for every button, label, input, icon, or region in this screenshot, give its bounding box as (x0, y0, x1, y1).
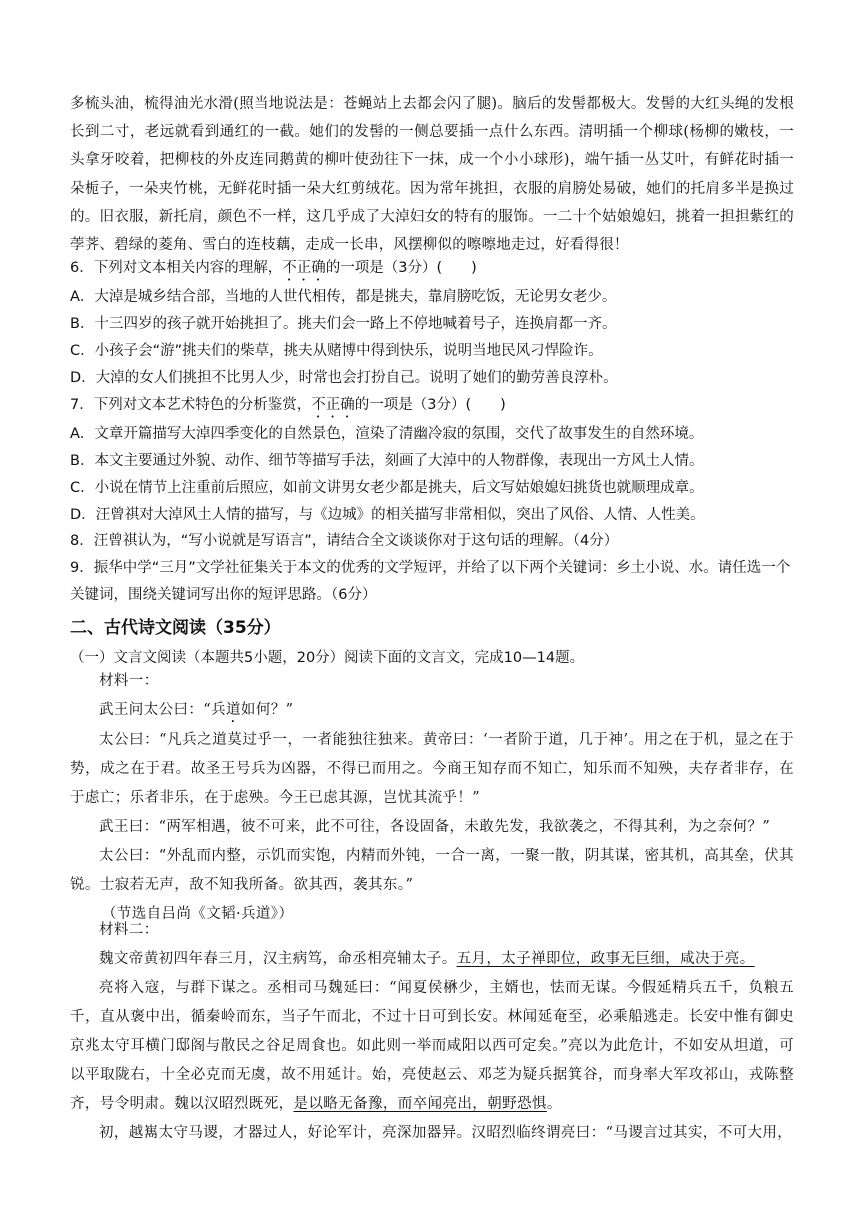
material-two-paragraph-3: 初，越嶲太守马谡，才器过人，好论军计，亮深加器异。汉昭烈临终谓亮曰：“马谡言过其实，不可大用， (99, 1125, 793, 1141)
question-6-option-c: C．小孩子会“游”挑夫们的柴草，挑夫从赌博中得到快乐，说明当地民风刁悍险诈。 (70, 343, 603, 359)
question-9 (70, 555, 794, 609)
question-6 (70, 255, 794, 392)
question-7-stem (70, 392, 794, 421)
question-8-stem: 8．汪曾祺认为，“写小说就是写语言”，请结合全文谈谈你对于这句话的理解。（4分） (70, 533, 619, 549)
material-two (70, 916, 794, 1148)
question-6-option-d: D．大淖的女人们挑担不比男人少，时常也会打扮自己。说明了她们的勤劳善良淳朴。 (70, 370, 618, 386)
material-one-source: （节选自吕尚《文韬·兵道》） (101, 906, 294, 922)
passage-paragraph: 多梳头油，梳得油光水滑(照当地说法是：苍蝇站上去都会闪了腿)。脑后的发髻都极大。发髻的大红头绳的发根长到二寸，老远就看到通红的一截。她们的发髻的一侧总要插一点什么东西。清明插一个柳球(杨柳的嫩枝，一头拿牙咬着，把柳枝的外皮连同鹅黄的柳叶使劲往下一抹，成一个小小球形)，端午插一丛艾叶，有鲜花时插一朵栀子，一朵夹竹桃，无鲜花时插一朵大红剪绒花。因为常年挑担，衣服的肩膀处易破，她们的托肩多半是换过的。旧衣服，新托肩，颜色不一样，这几乎成了大淖妇女的特有的服饰。一二十个姑娘媳妇，挑着一担担紫红的荸荠、碧绿的菱角、雪白的连枝藕，走成一长串，风摆柳似的嚓嚓地走过，好看得很！ (70, 96, 794, 254)
material-two-p2-post: 。 (546, 1096, 562, 1112)
material-one-paragraph-4: 太公曰：“外乱而内整，示饥而实饱，内精而外钝，一合一离，一聚一散，阴其谋，密其机，高其垒，伏其锐。士寂若无声，敌不知我所备。欲其西，袭其东。” (70, 848, 794, 893)
material-one (70, 667, 794, 929)
question-6-emphasis: 不正确 (282, 260, 326, 276)
material-one-paragraph-2: 太公曰：“凡兵之道莫过乎一，一者能独往独来。黄帝曰：‘一者阶于道，几于神’。用之在于机，显之在于势，成之在于君。故圣王号兵为凶器，不得已而用之。今商王知存而不知亡，知乐而不知殃，夫存者非存，在于虑亡；乐者非乐，在于虑殃。今王已虑其源，岂忧其流乎！” (70, 732, 794, 806)
question-8 (70, 528, 794, 555)
material-one-p1-pre: 武王问太公曰：“兵 (99, 702, 227, 718)
material-two-p1-underlined: 五月，太子禅即位，政事无巨细，咸决于亮。 (456, 951, 755, 967)
material-two-p1-pre: 魏文帝黄初四年春三月，汉主病笃，命丞相亮辅太子。 (99, 951, 457, 967)
question-6-stem-pre: 6．下列对文本相关内容的理解， (70, 260, 283, 276)
material-one-p1-post: 如何？” (240, 702, 294, 718)
question-7 (70, 392, 794, 529)
question-6-stem (70, 255, 794, 284)
question-6-option-b: B．十三四岁的孩子就开始挑担了。挑夫们会一路上不停地喊着号子，连换肩都一齐。 (70, 316, 617, 332)
section-title: 二、古代诗文阅读（35分） (70, 618, 281, 638)
material-two-paragraph-1 (70, 945, 794, 974)
question-7-stem-post: 的一项是（3分）( ) (354, 397, 506, 413)
question-7-stem-pre: 7．下列对文本艺术特色的分析鉴赏， (70, 397, 312, 413)
material-one-p1-emphasis: 道 (226, 702, 241, 718)
question-7-option-b: B．本文主要通过外貌、动作、细节等描写手法，刻画了大淖中的人物群像，表现出一方风土人情。 (70, 453, 704, 469)
material-two-p2-underlined: 是以略无备豫，而卒闻亮出，朝野恐惧 (293, 1096, 547, 1112)
question-9-stem: 9．振华中学“三月”文学社征集关于本文的优秀的文学短评，并给了以下两个关键词：乡土小说、水。请任选一个关键词，围绕关键词写出你的短评思路。（6分） (70, 560, 791, 603)
section-subtitle: （一）文言文阅读（本题共5小题，20分）阅读下面的文言文，完成10—14题。 (70, 650, 585, 666)
question-6-stem-post: 的一项是（3分）( ) (325, 260, 477, 276)
material-two-label: 材料二： (99, 922, 159, 938)
question-7-option-a: A．文章开篇描写大淖四季变化的自然景色，渲染了清幽冷寂的氛围，交代了故事发生的自然环境。 (70, 426, 704, 442)
question-7-option-d: D．汪曾祺对大淖风土人情的描写，与《边城》的相关描写非常相似，突出了风俗、人情、人性美。 (70, 507, 705, 523)
material-two-paragraph-2 (70, 974, 794, 1119)
question-7-emphasis: 不正确 (311, 397, 355, 413)
material-one-paragraph-1 (70, 696, 794, 726)
passage-continuation (70, 90, 794, 259)
question-7-option-c: C．小说在情节上注重前后照应，如前文讲男女老少都是挑夫，后文写姑娘媳妇挑货也就顺理成章。 (70, 480, 704, 496)
material-one-paragraph-3: 武王曰：“两军相遇，彼不可来，此不可往，各设固备，未敢先发，我欲袭之，不得其利，为之奈何？” (99, 819, 771, 835)
material-one-label: 材料一： (99, 673, 159, 689)
section-2 (70, 613, 794, 673)
material-two-p2-pre: 亮将入寇，与群下谋之。丞相司马魏延曰：“闻夏侯楙少，主婿也，怯而无谋。今假延精兵五千，负粮五千，直从褒中出，循秦岭而东，当子午而北，不过十日可到长安。林闻延奄至，必乘船逃走。长安中惟有御史京兆太守耳横门邸阁与散民之谷足周食也。如此则一举而咸阳以西可定矣。”亮以为此危计，不如安从坦道，可以平取陇右，十全必克而无虞，故不用延计。始，亮使赵云、邓芝为疑兵据箕谷，而身率大军攻祁山，戎陈整齐，号令明肃。魏以汉昭烈既死， (70, 980, 794, 1112)
question-6-option-a: A．大淖是城乡结合部，当地的人世代相传，都是挑夫，靠肩膀吃饭，无论男女老少。 (70, 289, 617, 305)
